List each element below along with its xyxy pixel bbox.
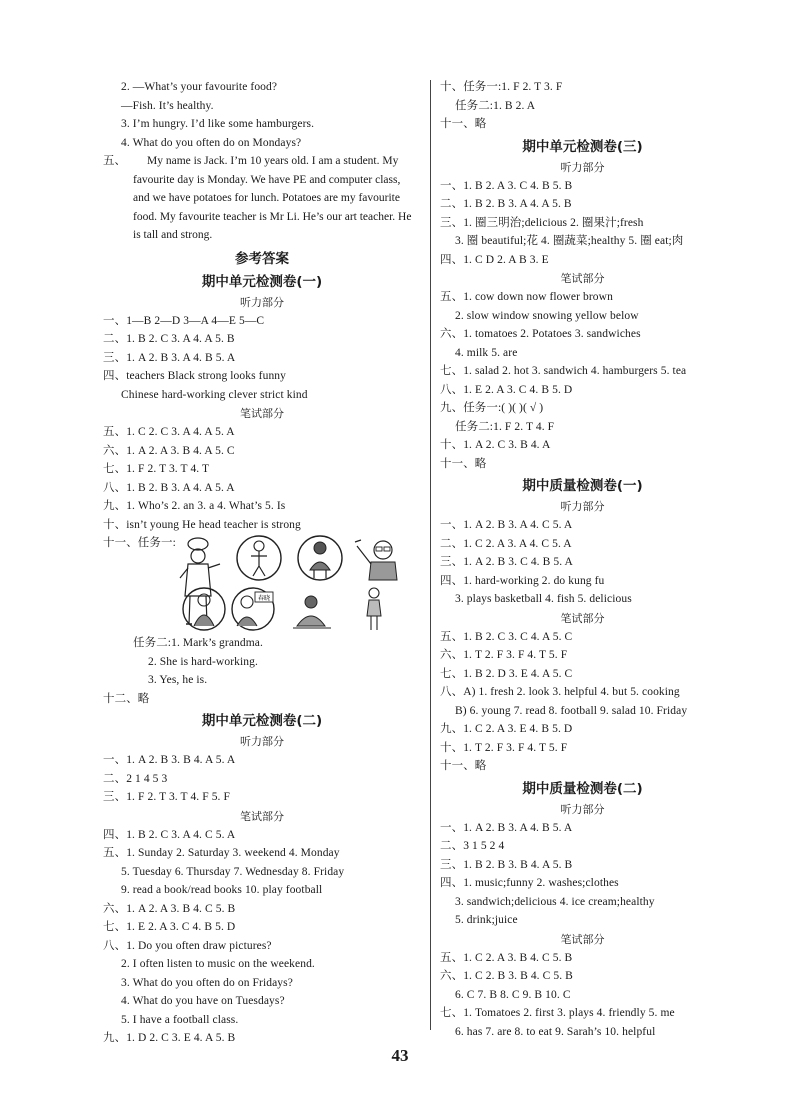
essay-line: is tall and strong. — [133, 229, 213, 241]
answer-line: 5. drink;juice — [455, 914, 518, 926]
intro-line-2: 2. —What’s your favourite food? — [121, 81, 278, 93]
answer-line: 四、1. music;funny 2. washes;clothes — [440, 877, 619, 889]
answer-line: 5. Tuesday 6. Thursday 7. Wednesday 8. Friday — [121, 865, 345, 878]
answer-line: 十一、任务一: — [103, 537, 176, 549]
answer-line: 6. C 7. B 8. C 9. B 10. C — [455, 988, 571, 1001]
intro-line-2-reply: —Fish. It’s healthy. — [121, 99, 214, 112]
answer-line: 2. She is hard-working. — [148, 655, 258, 668]
answer-line: 4. milk 5. are — [455, 346, 518, 359]
answer-line: 六、1. T 2. F 3. F 4. T 5. F — [440, 649, 568, 661]
father-circle-icon — [229, 586, 277, 632]
answer-line: 九、1. D 2. C 3. E 4. A 5. B — [103, 1032, 236, 1044]
answer-line: 八、1. E 2. A 3. C 4. B 5. D — [440, 383, 573, 396]
answer-line: 4. What do you have on Tuesdays? — [121, 995, 285, 1007]
answer-line: 一、1. A 2. B 3. A 4. B 5. A — [440, 821, 573, 834]
answer-line: B) 6. young 7. read 8. football 9. salad 10. Friday — [455, 704, 688, 717]
answer-line: 五、1. cow down now flower brown — [440, 291, 613, 303]
answer-line: 六、1. A 2. A 3. B 4. A 5. C — [103, 444, 235, 457]
answer-line: 九、1. C 2. A 3. E 4. B 5. D — [440, 723, 573, 735]
answer-line: 三、1. 圈三明治;delicious 2. 圈果汁;fresh — [440, 216, 644, 229]
answer-line: 五、1. C 2. A 3. B 4. C 5. B — [440, 951, 573, 964]
answer-line: 一、1. A 2. B 3. A 4. C 5. A — [440, 519, 573, 531]
answer-line: 三、1. A 2. B 3. A 4. B 5. A — [103, 351, 236, 364]
quality1-listening-heading: 听力部分 — [560, 500, 605, 513]
answer-line: 二、2 1 4 5 3 — [103, 772, 168, 785]
answer-line: 十二、略 — [103, 692, 150, 705]
sign-label: 春晓 — [257, 595, 271, 602]
column-divider — [430, 80, 431, 1030]
answer-key-title: 参考答案 — [235, 250, 289, 267]
teacher-figure-icon — [353, 536, 401, 582]
left-column — [103, 78, 421, 1048]
quality1-written-heading: 笔试部分 — [560, 611, 605, 625]
answer-line: 5. I have a football class. — [121, 1013, 239, 1026]
answer-line: 任务二:1. B 2. A — [455, 99, 536, 112]
essay-line: and we have potatoes for lunch. Potatoes are my favourite — [133, 192, 400, 204]
boy-circle-icon — [296, 534, 344, 582]
quality2-listening-heading: 听力部分 — [560, 802, 605, 816]
test2-written-heading: 笔试部分 — [240, 809, 284, 823]
answer-line: 二、1. B 2. C 3. A 4. A 5. B — [103, 333, 235, 345]
girl-figure-icon — [365, 586, 383, 632]
answer-line: 三、1. A 2. B 3. C 4. B 5. A — [440, 556, 573, 568]
answer-line: 9. read a book/read books 10. play football — [121, 884, 323, 896]
answer-line: 十一、略 — [440, 118, 487, 130]
right-column — [440, 78, 725, 1041]
answer-line: 二、1. B 2. B 3. A 4. A 5. B — [440, 198, 572, 210]
page-number: 43 — [391, 1046, 409, 1065]
answer-line: 四、1. C D 2. A B 3. E — [440, 253, 549, 266]
answer-line: 十、1. A 2. C 3. B 4. A — [440, 439, 551, 451]
answer-line: 任务二:1. Mark’s grandma. — [133, 637, 263, 649]
grandma-circle-icon — [181, 586, 227, 632]
answer-line: 七、1. Tomatoes 2. first 3. plays 4. friendly 5. me — [440, 1007, 675, 1019]
answer-line: Chinese hard-working clever strict kind — [121, 388, 308, 401]
answer-line: 七、1. F 2. T 3. T 4. T — [103, 463, 210, 475]
test3-listening-heading: 听力部分 — [560, 160, 605, 174]
answer-line: 3. 圈 beautiful;花 4. 圈蔬菜;healthy 5. 圈 eat;肉 — [455, 235, 684, 247]
answer-line: 八、1. B 2. B 3. A 4. A 5. A — [103, 481, 235, 494]
answer-line: 四、1. hard-working 2. do kung fu — [440, 574, 605, 587]
answer-line: 九、任务一:( )( )( √ ) — [440, 402, 544, 414]
test2-listening-heading: 听力部分 — [240, 735, 284, 748]
answer-line: 十一、略 — [440, 457, 487, 470]
answer-line: 3. What do you often do on Fridays? — [121, 976, 293, 989]
answer-line: 任务二:1. F 2. T 4. F — [455, 420, 555, 433]
essay-paragraph — [103, 152, 421, 245]
test3-title: 期中单元检测卷(三) — [522, 138, 643, 155]
essay-number: 五、 — [103, 155, 126, 167]
quality1-title: 期中质量检测卷(一) — [522, 478, 643, 494]
answer-line: 6. has 7. are 8. to eat 9. Sarah’s 10. helpful — [455, 1025, 656, 1038]
answer-line: 三、1. B 2. B 3. B 4. A 5. B — [440, 858, 573, 871]
answer-line: 五、1. Sunday 2. Saturday 3. weekend 4. Monday — [103, 847, 340, 859]
quality2-title: 期中质量检测卷(二) — [522, 780, 643, 797]
answer-line: 九、1. Who’s 2. an 3. a 4. What’s 5. Is — [103, 500, 286, 512]
answer-line: 六、1. C 2. B 3. B 4. C 5. B — [440, 970, 573, 982]
task-one-pictures — [103, 534, 421, 634]
answer-line: 七、1. salad 2. hot 3. sandwich 4. hamburgers 5. tea — [440, 365, 687, 377]
answer-line: 七、1. E 2. A 3. C 4. B 5. D — [103, 921, 236, 933]
test1-written-heading: 笔试部分 — [240, 407, 284, 420]
answer-line: 八、A) 1. fresh 2. look 3. helpful 4. but 5. cooking — [440, 686, 680, 698]
answer-line: 四、1. B 2. C 3. A 4. C 5. A — [103, 828, 236, 841]
answer-line: 六、1. A 2. A 3. B 4. C 5. B — [103, 902, 236, 915]
essay-line: favourite day is Monday. We have PE and computer class, — [133, 173, 401, 186]
answer-line: 六、1. tomatoes 2. Potatoes 3. sandwiches — [440, 328, 641, 340]
answer-line: 五、1. C 2. C 3. A 4. A 5. A — [103, 426, 235, 438]
athlete-circle-icon — [235, 534, 283, 582]
test1-listening-heading: 听力部分 — [240, 295, 284, 309]
intro-line-4: 4. What do you often do on Mondays? — [121, 136, 302, 149]
answer-line: 3. sandwich;delicious 4. ice cream;healthy — [455, 895, 655, 908]
test1-title: 期中单元检测卷(一) — [201, 273, 323, 290]
answer-line: 二、3 1 5 2 4 — [440, 840, 505, 852]
answer-line: 3. Yes, he is. — [148, 674, 208, 686]
answer-line: 五、1. B 2. C 3. C 4. A 5. C — [440, 630, 573, 643]
answer-line: 八、1. Do you often draw pictures? — [103, 939, 272, 952]
intro-line-3: 3. I’m hungry. I’d like some hamburgers. — [121, 118, 315, 130]
answer-line: 一、1—B 2—D 3—A 4—E 5—C — [103, 314, 265, 327]
answer-line: 十、任务一:1. F 2. T 3. F — [440, 81, 563, 93]
answer-line: 2. I often listen to music on the weekend. — [121, 958, 315, 970]
answer-line: 3. plays basketball 4. fish 5. delicious — [455, 593, 632, 605]
answer-line: 二、1. C 2. A 3. A 4. C 5. A — [440, 537, 572, 550]
answer-line: 十、1. T 2. F 3. F 4. T 5. F — [440, 741, 568, 754]
answer-line: 三、1. F 2. T 3. T 4. F 5. F — [103, 791, 231, 803]
essay-line: My name is Jack. I’m 10 years old. I am a student. My — [147, 155, 399, 167]
quality2-written-heading: 笔试部分 — [560, 932, 605, 946]
answer-line: 四、teachers Black strong looks funny — [103, 370, 286, 382]
test3-written-heading: 笔试部分 — [560, 272, 605, 285]
answer-line: 2. slow window snowing yellow below — [455, 309, 639, 322]
answer-line: 七、1. B 2. D 3. E 4. A 5. C — [440, 667, 573, 680]
answer-line: 十、isn’t young He head teacher is strong — [103, 518, 301, 531]
child-playing-icon — [289, 592, 335, 632]
answer-line: 一、1. A 2. B 3. B 4. A 5. A — [103, 754, 236, 766]
essay-line: food. My favourite teacher is Mr Li. He’s our art teacher. He — [133, 210, 412, 223]
answer-line: 十一、略 — [440, 760, 487, 772]
answer-line: 一、1. B 2. A 3. C 4. B 5. B — [440, 179, 573, 192]
test2-title: 期中单元检测卷(二) — [201, 713, 323, 729]
